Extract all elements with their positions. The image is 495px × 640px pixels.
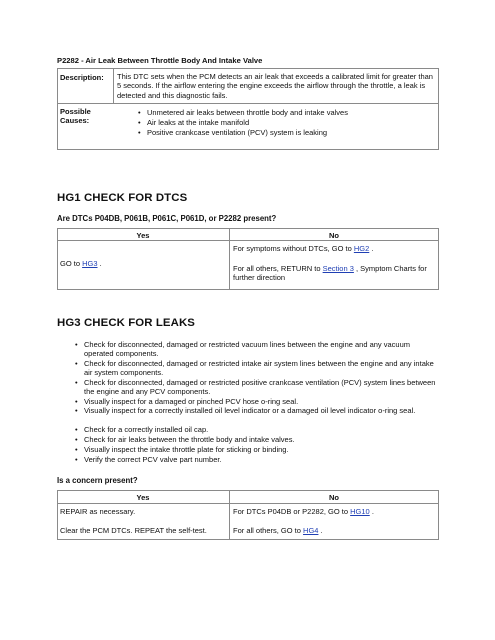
divider bbox=[57, 503, 439, 504]
hg3-step: • Check for air leaks between the throttle body and intake valves. bbox=[84, 435, 436, 444]
hg1-question: Are DTCs P04DB, P061B, P061C, P061D, or P2282 present? bbox=[57, 214, 277, 223]
hg3-yes-header: Yes bbox=[136, 493, 150, 502]
hg3-heading: HG3 CHECK FOR LEAKS bbox=[57, 317, 195, 329]
hg1-no-action-2 bbox=[233, 264, 437, 283]
punct: . bbox=[369, 507, 374, 516]
hg3-question: Is a concern present? bbox=[57, 476, 138, 485]
hg3-step: • Verify the correct PCV valve part number. bbox=[84, 455, 436, 464]
hg1-no-2-text: For all others, RETURN to bbox=[233, 264, 323, 273]
dtc-title: P2282 - Air Leak Between Throttle Body And Intake Valve bbox=[57, 56, 263, 65]
punct: . bbox=[97, 259, 102, 268]
hg1-yes-header: Yes bbox=[136, 231, 150, 240]
cause-item: • Air leaks at the intake manifold bbox=[147, 118, 249, 127]
divider bbox=[57, 103, 439, 104]
description-text: This DTC sets when the PCM detects an air leak that exceeds a calibrated limit for greater than 5 seconds. If the airflow entering the engine exceeds the airflow through the throttle, a leak is detected and this diagnostic fails. bbox=[117, 72, 433, 100]
cause-item: • Positive crankcase ventilation (PCV) system is leaking bbox=[147, 128, 327, 137]
punct: . bbox=[369, 244, 374, 253]
description-label: Description: bbox=[60, 73, 104, 82]
hg1-no-action-1 bbox=[233, 244, 437, 253]
link-hg10[interactable]: HG10 bbox=[350, 507, 370, 516]
hg3-step: • Check for disconnected, damaged or restricted vacuum lines between the engine and any vacuum operated components. bbox=[84, 340, 436, 359]
hg1-no-1-text: For symptoms without DTCs, GO to bbox=[233, 244, 354, 253]
punct: . bbox=[318, 526, 323, 535]
hg3-step: • Check for a correctly installed oil cap. bbox=[84, 425, 436, 434]
hg3-no-2-text: For all others, GO to bbox=[233, 526, 304, 535]
hg3-yes-action-2: Clear the PCM DTCs. REPEAT the self-test. bbox=[60, 526, 207, 535]
hg1-heading: HG1 CHECK FOR DTCS bbox=[57, 192, 188, 204]
hg3-yes-action-1: REPAIR as necessary. bbox=[60, 507, 136, 516]
hg1-no-2-end: , Symptom Charts for further direction bbox=[233, 264, 427, 283]
hg3-no-1-text: For DTCs P04DB or P2282, GO to bbox=[233, 507, 351, 516]
hg1-yes-action bbox=[60, 259, 102, 268]
link-section-3[interactable]: Section 3 bbox=[322, 264, 354, 273]
possible-causes-label: Possible Causes: bbox=[60, 107, 91, 126]
divider bbox=[113, 68, 114, 103]
hg1-no-header: No bbox=[329, 231, 339, 240]
link-hg3[interactable]: HG3 bbox=[82, 259, 98, 268]
cause-item: • Unmetered air leaks between throttle body and intake valves bbox=[147, 108, 348, 117]
hg1-yes-text: GO to bbox=[60, 259, 83, 268]
hg3-step: • Visually inspect for a correctly installed oil level indicator or a damaged oil level indicator o-ring seal. bbox=[84, 406, 436, 415]
hg3-no-header: No bbox=[329, 493, 339, 502]
link-hg2[interactable]: HG2 bbox=[353, 244, 370, 253]
hg3-step: • Visually inspect the intake throttle plate for sticking or binding. bbox=[84, 445, 436, 454]
link-hg4[interactable]: HG4 bbox=[303, 526, 319, 535]
hg3-no-action-1 bbox=[233, 507, 437, 516]
hg3-no-action-2 bbox=[233, 526, 437, 535]
hg3-step: • Check for disconnected, damaged or restricted positive crankcase ventilation (PCV) system lines between the engine and any PCV components. bbox=[84, 378, 436, 397]
hg3-step: • Visually inspect for a damaged or pinched PCV hose o-ring seal. bbox=[84, 397, 436, 406]
hg3-step: • Check for disconnected, damaged or restricted intake air system lines between the engine and any intake air system components. bbox=[84, 359, 436, 378]
